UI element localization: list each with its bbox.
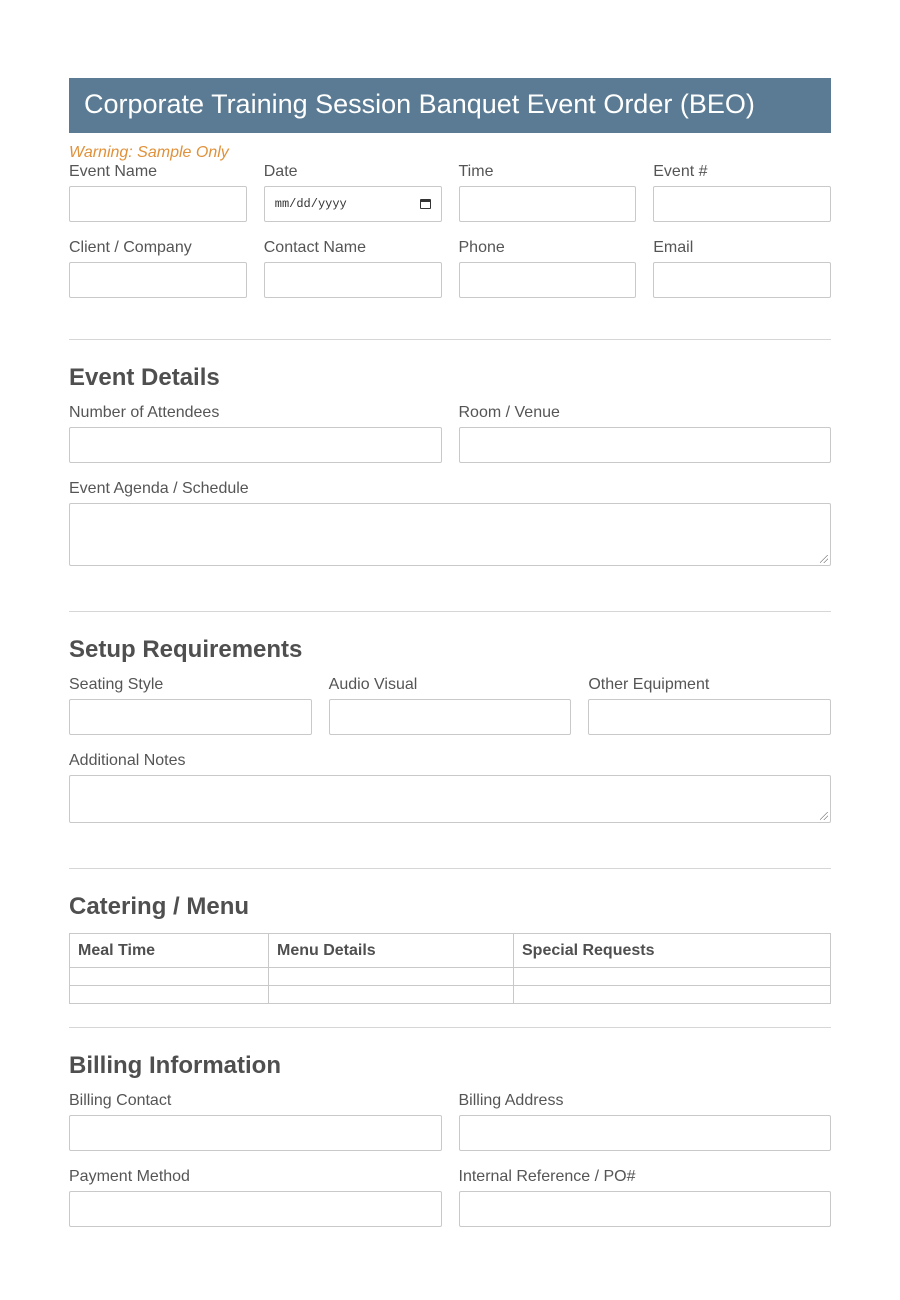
- time-input[interactable]: [459, 186, 637, 222]
- agenda-textarea[interactable]: [69, 503, 831, 566]
- calendar-icon[interactable]: [420, 199, 431, 209]
- reference-input[interactable]: [459, 1191, 832, 1227]
- section-divider: [69, 339, 831, 340]
- billing-row-2: [69, 1167, 831, 1227]
- page-title: [69, 78, 831, 133]
- menu-table: [69, 933, 831, 1004]
- event-info-row-2: [69, 238, 831, 298]
- reference-label: Internal Reference / PO#: [458, 1168, 636, 1185]
- table-cell[interactable]: [269, 986, 514, 1004]
- beo-form: [69, 78, 831, 1185]
- section-divider: [69, 611, 831, 612]
- resize-handle-icon[interactable]: [820, 812, 828, 820]
- date-placeholder: mm/dd/yyyy: [274, 197, 347, 211]
- av-label: Audio Visual: [328, 676, 418, 693]
- time-label: Time: [458, 163, 494, 180]
- column-meal-time: Meal Time: [70, 934, 269, 968]
- payment-method-input[interactable]: [69, 1191, 442, 1227]
- date-input[interactable]: [264, 186, 442, 222]
- billing-address-field: [459, 1091, 832, 1151]
- event-name-field: [69, 162, 247, 222]
- table-cell[interactable]: [269, 968, 514, 986]
- phone-field: [459, 238, 637, 298]
- title-text: Corporate Training Session Banquet Event Order (BEO): [84, 89, 755, 119]
- event-details-row: [69, 403, 831, 463]
- payment-method-field: [69, 1167, 442, 1227]
- phone-label: Phone: [458, 239, 505, 256]
- date-label: Date: [263, 163, 298, 180]
- event-details-heading: Event Details: [69, 364, 220, 391]
- warning-text: Warning: Sample Only: [69, 144, 229, 161]
- billing-row-1: [69, 1091, 831, 1151]
- equipment-label: Other Equipment: [588, 676, 710, 693]
- equipment-input[interactable]: [588, 699, 831, 735]
- event-number-field: [653, 162, 831, 222]
- notes-label: Additional Notes: [69, 752, 186, 769]
- event-name-input[interactable]: [69, 186, 247, 222]
- notes-field: [69, 751, 831, 823]
- table-header-row: [70, 934, 831, 968]
- table-cell[interactable]: [70, 968, 269, 986]
- setup-heading: Setup Requirements: [69, 636, 303, 663]
- agenda-field: [69, 479, 831, 566]
- contact-name-label: Contact Name: [263, 239, 367, 256]
- table-cell[interactable]: [514, 968, 831, 986]
- payment-method-label: Payment Method: [69, 1168, 190, 1185]
- email-label: Email: [653, 239, 694, 256]
- av-input[interactable]: [329, 699, 572, 735]
- phone-input[interactable]: [459, 262, 637, 298]
- client-label: Client / Company: [69, 239, 192, 256]
- setup-row: [69, 675, 831, 735]
- table-row: [70, 986, 831, 1004]
- section-divider: [69, 868, 831, 869]
- table-cell[interactable]: [514, 986, 831, 1004]
- billing-contact-field: [69, 1091, 442, 1151]
- contact-name-field: [264, 238, 442, 298]
- resize-handle-icon[interactable]: [820, 555, 828, 563]
- billing-contact-label: Billing Contact: [69, 1092, 172, 1109]
- column-special-requests: Special Requests: [514, 934, 831, 968]
- notes-textarea[interactable]: [69, 775, 831, 823]
- billing-contact-input[interactable]: [69, 1115, 442, 1151]
- email-field: [653, 238, 831, 298]
- av-field: [329, 675, 572, 735]
- section-divider: [69, 1027, 831, 1028]
- billing-address-label: Billing Address: [458, 1092, 564, 1109]
- reference-field: [459, 1167, 832, 1227]
- agenda-label: Event Agenda / Schedule: [69, 480, 249, 497]
- date-field: [264, 162, 442, 222]
- event-number-input[interactable]: [653, 186, 831, 222]
- event-name-label: Event Name: [69, 163, 158, 180]
- attendees-label: Number of Attendees: [69, 404, 220, 421]
- event-info-row-1: [69, 162, 831, 222]
- venue-label: Room / Venue: [458, 404, 560, 421]
- email-input[interactable]: [653, 262, 831, 298]
- catering-heading: Catering / Menu: [69, 893, 250, 920]
- column-menu-details: Menu Details: [269, 934, 514, 968]
- contact-name-input[interactable]: [264, 262, 442, 298]
- venue-input[interactable]: [459, 427, 832, 463]
- equipment-field: [588, 675, 831, 735]
- billing-address-input[interactable]: [459, 1115, 832, 1151]
- seating-input[interactable]: [69, 699, 312, 735]
- time-field: [459, 162, 637, 222]
- billing-heading: Billing Information: [69, 1052, 281, 1079]
- seating-label: Seating Style: [69, 676, 164, 693]
- seating-field: [69, 675, 312, 735]
- client-input[interactable]: [69, 262, 247, 298]
- venue-field: [459, 403, 832, 463]
- table-cell[interactable]: [70, 986, 269, 1004]
- event-number-label: Event #: [653, 163, 708, 180]
- attendees-field: [69, 403, 442, 463]
- client-field: [69, 238, 247, 298]
- table-row: [70, 968, 831, 986]
- attendees-input[interactable]: [69, 427, 442, 463]
